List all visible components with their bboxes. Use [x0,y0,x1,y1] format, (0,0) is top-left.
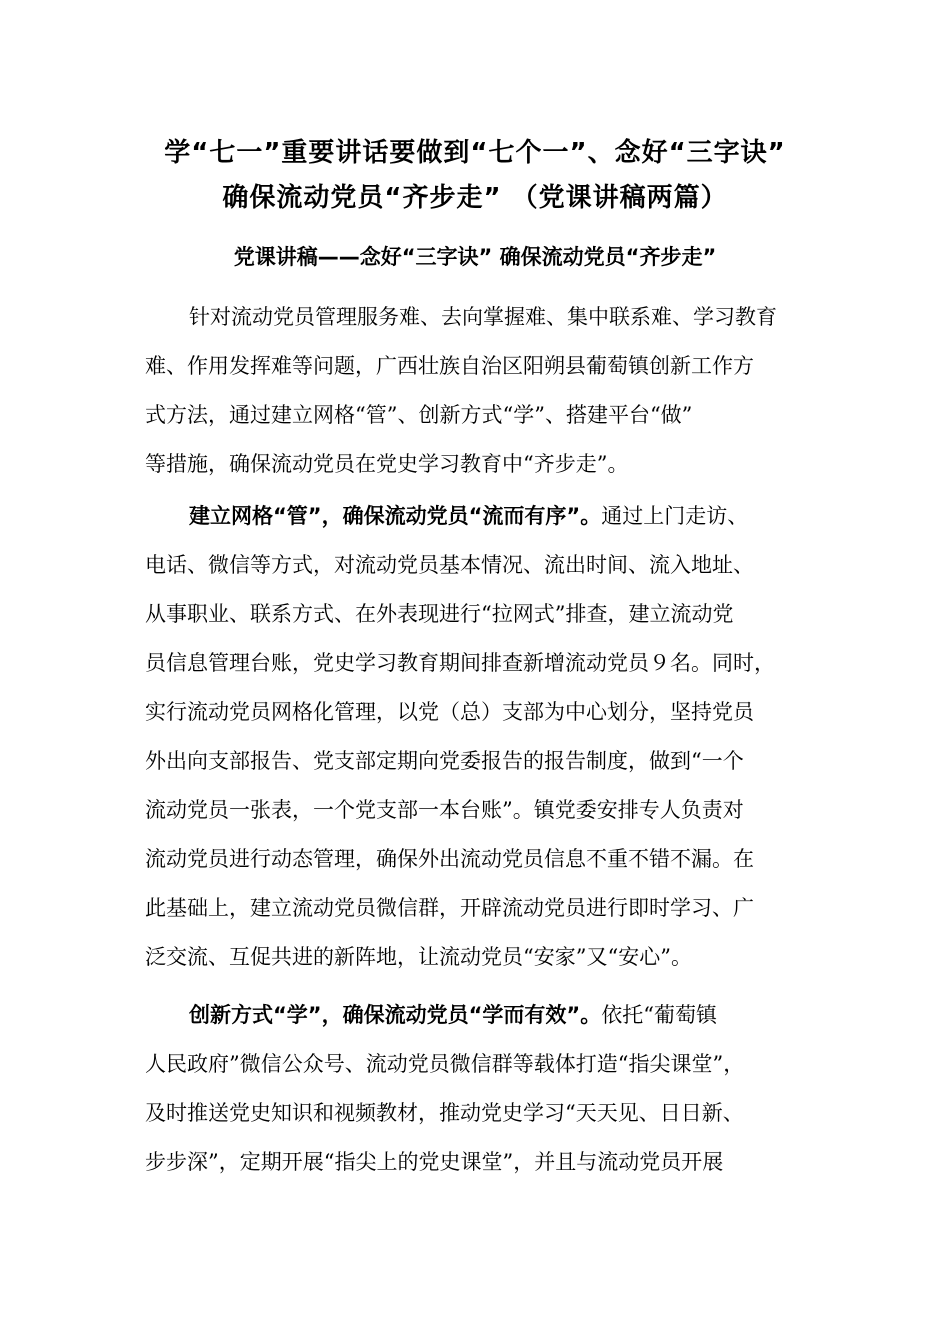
document-title-line-1: 学“七一”重要讲话要做到“七个一”、念好“三字诀” [164,138,786,168]
document-title-line-2: 确保流动党员“齐步走” （党课讲稿两篇） [222,183,728,213]
paragraph-line: 难、作用发挥难等问题，广西壮族自治区阳朔县葡萄镇创新工作方 [145,354,754,378]
section-subtitle: 党课讲稿——念好“三字诀” 确保流动党员“齐步走” [233,245,717,269]
paragraph-line: 此基础上，建立流动党员微信群，开辟流动党员进行即时学习、广 [145,896,754,920]
paragraph-line: 泛交流、互促共进的新阵地，让流动党员“安家”又“安心”。 [145,945,692,969]
paragraph-line: 等措施，确保流动党员在党史学习教育中“齐步走”。 [145,452,629,476]
paragraph-line: 步步深”，定期开展“指尖上的党史课堂”，并且与流动党员开展 [145,1150,724,1174]
paragraph-grid-management [145,492,825,982]
paragraph-line: 实行流动党员网格化管理，以党（总）支部为中心划分，坚持党员 [145,700,754,724]
paragraph-line: 外出向支部报告、党支部定期向党委报告的报告制度，做到“一个 [145,749,744,773]
paragraph-intro [145,293,825,489]
paragraph-line: 式方法，通过建立网格“管”、创新方式“学”、搭建平台“做” [145,403,693,427]
paragraph-line: 从事职业、联系方式、在外表现进行“拉网式”排查，建立流动党 [145,602,734,626]
paragraph-line: 流动党员进行动态管理，确保外出流动党员信息不重不错不漏。在 [145,847,754,871]
paragraph-line: 针对流动党员管理服务难、去向掌握难、集中联系难、学习教育 [189,305,777,329]
paragraph-line: 流动党员一张表，一个党支部一本台账”。镇党委安排专人负责对 [145,798,744,822]
paragraph-line: 电话、微信等方式，对流动党员基本情况、流出时间、流入地址、 [145,553,754,577]
paragraph-innovative-learning [145,991,825,1187]
paragraph-lead-heading: 建立网格“管”，确保流动党员“流而有序”。 [189,504,602,528]
paragraph-line: 员信息管理台账，党史学习教育期间排查新增流动党员９名。同时， [145,651,775,675]
paragraph-line: 人民政府”微信公众号、流动党员微信群等载体打造“指尖课堂”， [145,1052,745,1076]
paragraph-line-rest: 通过上门走访、 [601,504,749,528]
paragraph-lead-heading: 创新方式“学”，确保流动党员“学而有效”。 [189,1003,602,1027]
paragraph-first-line [145,492,825,541]
paragraph-line: 及时推送党史知识和视频教材，推动党史学习“天天见、日日新、 [145,1101,744,1125]
paragraph-first-line [145,991,825,1040]
paragraph-line-rest: 依托“葡萄镇 [601,1003,717,1027]
